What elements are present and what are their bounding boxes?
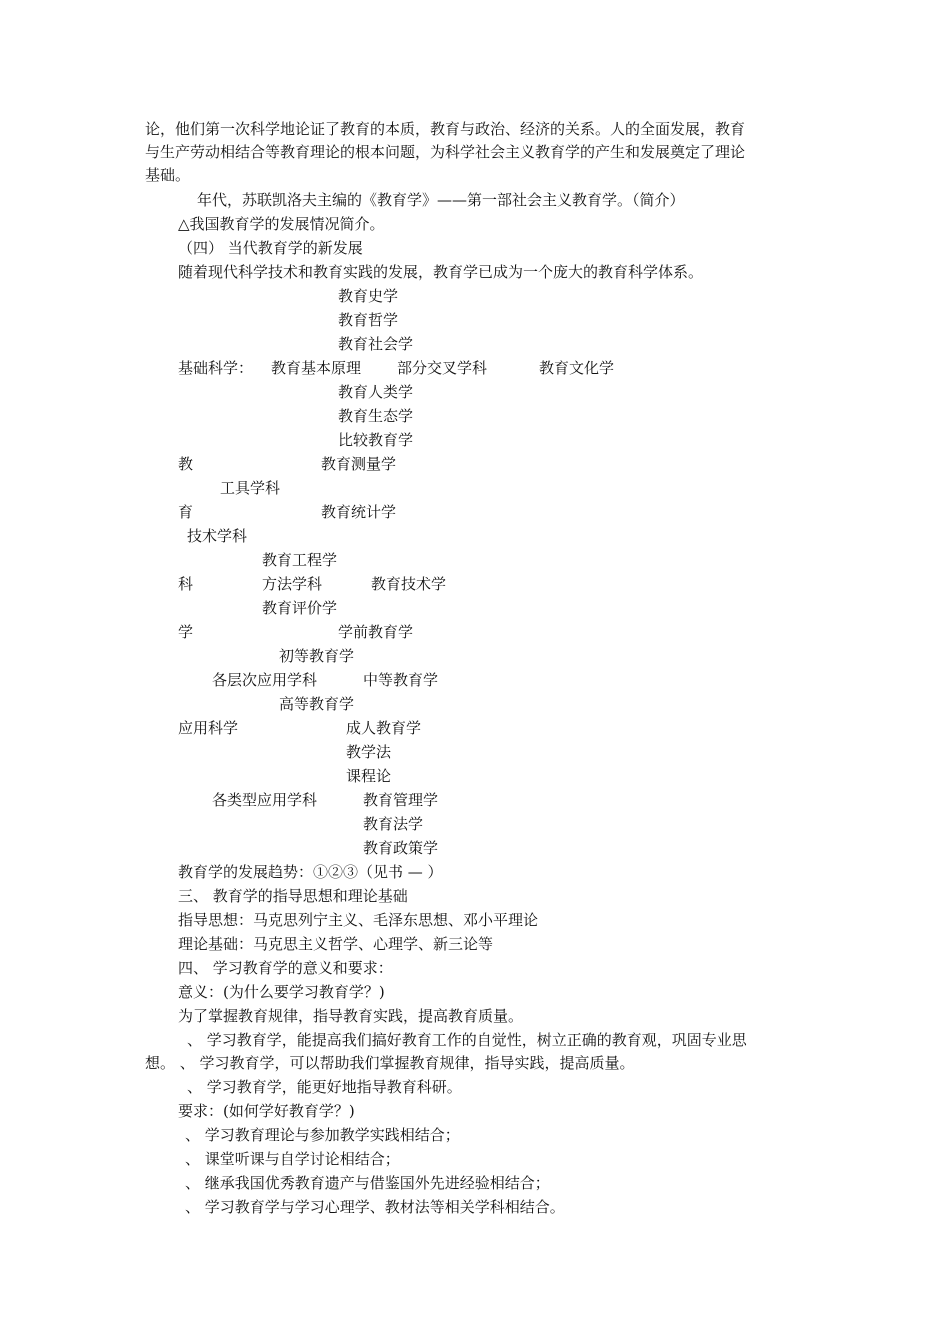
tree-level-applied: 各层次应用学科 [212, 671, 318, 689]
tree-law: 教育法学 [363, 815, 424, 833]
tree-primary: 初等教育学 [279, 647, 355, 665]
tree-measurement: 教育测量学 [321, 455, 397, 473]
tree-philosophy: 教育哲学 [338, 311, 399, 329]
tree-type-applied: 各类型应用学科 [212, 791, 318, 809]
requirement-question: 要求：(如何学好教育学？) [178, 1102, 355, 1120]
tree-vertical-char-4: 学 [178, 623, 194, 641]
tree-secondary: 中等教育学 [363, 671, 439, 689]
kailov-line: 年代，苏联凯洛夫主编的《教育学》——第一部社会主义教育学。（简介） [197, 191, 685, 209]
tree-method-discipline: 方法学科 [262, 575, 323, 593]
tree-applied-science: 应用科学 [178, 719, 239, 737]
part-3-title: 三、 教育学的指导思想和理论基础 [178, 887, 408, 905]
intro-line-3: 基础。 [145, 166, 191, 184]
tree-technology: 教育技术学 [371, 575, 447, 593]
tree-statistics: 教育统计学 [321, 503, 397, 521]
meaning-item-1b: 想。 、 学习教育学，可以帮助我们掌握教育规律，指导实践，提高质量。 [145, 1054, 635, 1072]
tree-preschool: 学前教育学 [338, 623, 414, 641]
tree-anthropology: 教育人类学 [338, 383, 414, 401]
meaning-summary: 为了掌握教育规律，指导教育实践，提高教育质量。 [178, 1007, 524, 1025]
tree-basic-science: 基础科学： [178, 359, 254, 377]
tree-cross-discipline: 部分交叉学科 [397, 359, 488, 377]
section-4-title: （四） 当代教育学的新发展 [178, 239, 363, 257]
requirement-item-3: 、 继承我国优秀教育遗产与借鉴国外先进经验相结合； [185, 1174, 550, 1192]
tree-higher: 高等教育学 [279, 695, 355, 713]
meaning-item-3: 、 学习教育学，能更好地指导教育科研。 [187, 1078, 462, 1096]
tree-comparative: 比较教育学 [338, 431, 414, 449]
tree-sociology: 教育社会学 [338, 335, 414, 353]
tree-tool-discipline: 工具学科 [220, 479, 281, 497]
tree-adult: 成人教育学 [346, 719, 422, 737]
theory-basis-line: 理论基础：马克思主义哲学、心理学、新三论等 [178, 935, 494, 953]
requirement-item-4: 、 学习教育学与学习心理学、教材法等相关学科相结合。 [185, 1198, 565, 1216]
trend-line: 教育学的发展趋势：①②③（见书 — ） [178, 863, 443, 881]
tree-ecology: 教育生态学 [338, 407, 414, 425]
tree-history: 教育史学 [338, 287, 399, 305]
tree-vertical-char-3: 科 [178, 575, 194, 593]
tree-vertical-char-2: 育 [178, 503, 194, 521]
tree-engineering: 教育工程学 [262, 551, 338, 569]
system-intro-line: 随着现代科学技术和教育实践的发展，教育学已成为一个庞大的教育科学体系。 [178, 263, 704, 281]
tree-vertical-char-1: 教 [178, 455, 194, 473]
tree-curriculum: 课程论 [346, 767, 392, 785]
tree-tech-discipline: 技术学科 [187, 527, 248, 545]
meaning-question: 意义：(为什么要学习教育学？) [178, 983, 385, 1001]
tree-didactics: 教学法 [346, 743, 392, 761]
tree-management: 教育管理学 [363, 791, 439, 809]
china-development-line: △我国教育学的发展情况简介。 [178, 215, 385, 233]
tree-basic-principle: 教育基本原理 [271, 359, 362, 377]
guiding-thought-line: 指导思想：马克思列宁主义、毛泽东思想、邓小平理论 [178, 911, 539, 929]
meaning-item-1a: 、 学习教育学，能提高我们搞好教育工作的自觉性，树立正确的教育观，巩固专业思 [187, 1031, 747, 1049]
part-4-title: 四、 学习教育学的意义和要求： [178, 959, 393, 977]
requirement-item-1: 、 学习教育理论与参加教学实践相结合； [185, 1126, 460, 1144]
intro-line-1: 论，他们第一次科学地论证了教育的本质，教育与政治、经济的关系。人的全面发展，教育 [145, 120, 746, 138]
requirement-item-2: 、 课堂听课与自学讨论相结合； [185, 1150, 400, 1168]
tree-policy: 教育政策学 [363, 839, 439, 857]
tree-evaluation: 教育评价学 [262, 599, 338, 617]
tree-culture: 教育文化学 [539, 359, 615, 377]
intro-line-2: 与生产劳动相结合等教育理论的根本问题，为科学社会主义教育学的产生和发展奠定了理论 [145, 143, 746, 161]
